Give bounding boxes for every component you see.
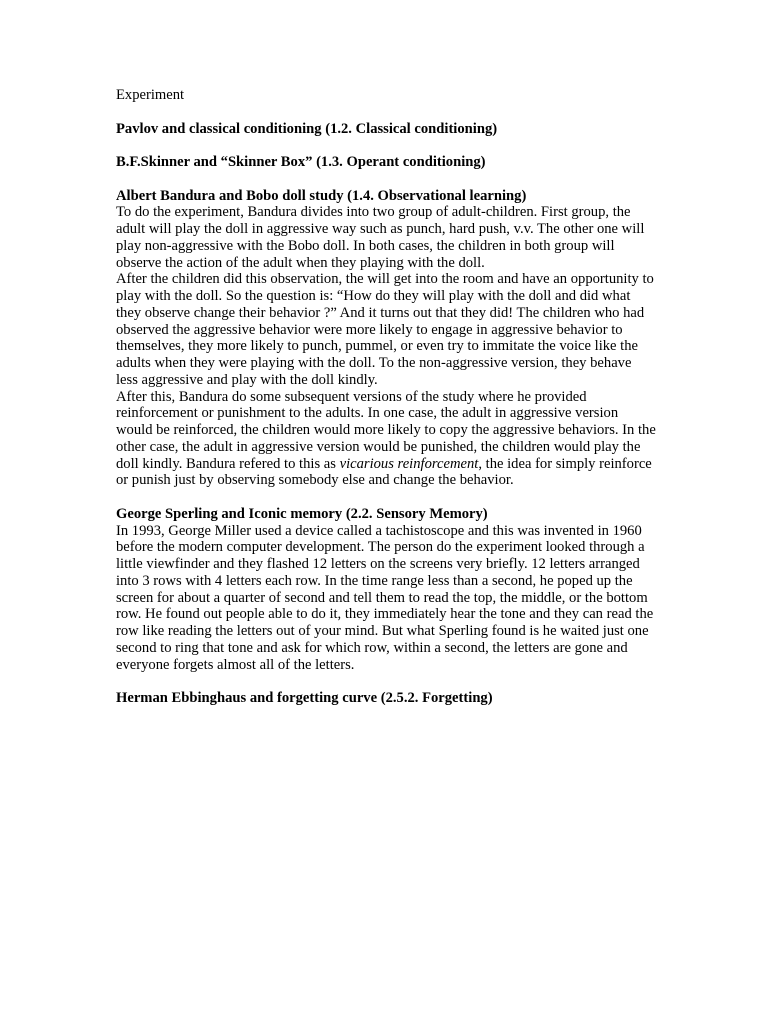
section-title-sperling: George Sperling and Iconic memory (2.2. Sensory Memory) xyxy=(116,505,488,522)
section-title-bandura: Albert Bandura and Bobo doll study (1.4. Observational learning) xyxy=(116,187,527,204)
sperling-paragraph-1: In 1993, George Miller used a device called a tachistoscope and this was invented in 1960 before the modern computer development. The person do the experiment looked through a little viewfinder and they flashed 12 letters on the screens very briefly. 12 letters arranged into 3 rows with 4 letters each row. In the time range less than a second, he poped up the screen for about a quarter of second and tell them to read the top, the middle, or the bottom row. He found out people able to do it, they immediately hear the tone and they can read the row like reading the letters out of your mind. But what Sperling found is he waited just one second to ring that tone and ask for which row, within a second, the letters are gone and everyone forgets almost all of the letters. xyxy=(116,522,654,673)
paragraph-spacer xyxy=(116,171,656,188)
bandura-paragraph-3-end: , the idea for simply reinforce or punish just by observing somebody else and change the behavior. xyxy=(116,455,652,489)
section-title-ebbinghaus: Herman Ebbinghaus and forgetting curve (2.5.2. Forgetting) xyxy=(116,690,493,706)
bandura-paragraph-2: After the children did this observation, the will get into the room and have an opportunity to play with the doll. So the question is: “How do they will play with the doll and did what they observe change their behavior ?” And it turns out that they did! The children who had observed the aggressive behavior were more likely to engage in aggressive behavior to themselves, they more likely to punch, pummel, or even try to immitate the voice like the adults when they were playing with the doll. To the non-aggressive version, they behave less aggressive and play with the doll kindly. xyxy=(116,271,654,388)
section-title-skinner: B.F.Skinner and “Skinner Box” (1.3. Operant conditioning) xyxy=(116,154,486,170)
paragraph-spacer xyxy=(116,137,656,154)
paragraph-spacer xyxy=(116,104,656,121)
document-page xyxy=(116,87,656,707)
paragraph-spacer xyxy=(116,489,656,506)
bandura-paragraph-1: To do the experiment, Bandura divides into two group of adult-children. First group, the adult will play the doll in aggressive way such as punch, hard push, v.v. The other one will play non-aggressive with the Bobo doll. In both cases, the children in both group will observe the action of the adult when they playing with the doll. xyxy=(116,204,645,271)
document-heading: Experiment xyxy=(116,87,185,103)
bandura-paragraph-3 xyxy=(116,389,656,490)
section-title-pavlov: Pavlov and classical conditioning (1.2. Classical conditioning) xyxy=(116,120,498,137)
bandura-paragraph-3-start: After this, Bandura do some subsequent versions of the study where he provided reinforcement or punishment to the adults. In one case, the adult in aggressive version would be reinforced, the children would more likely to copy the aggressive behaviors. In the other case, the adult in aggressive version would be punished, the children would play the doll kindly. Bandura refered to this as xyxy=(116,388,656,472)
paragraph-spacer xyxy=(116,673,656,690)
vicarious-reinforcement-term: vicarious reinforcement xyxy=(339,455,479,472)
